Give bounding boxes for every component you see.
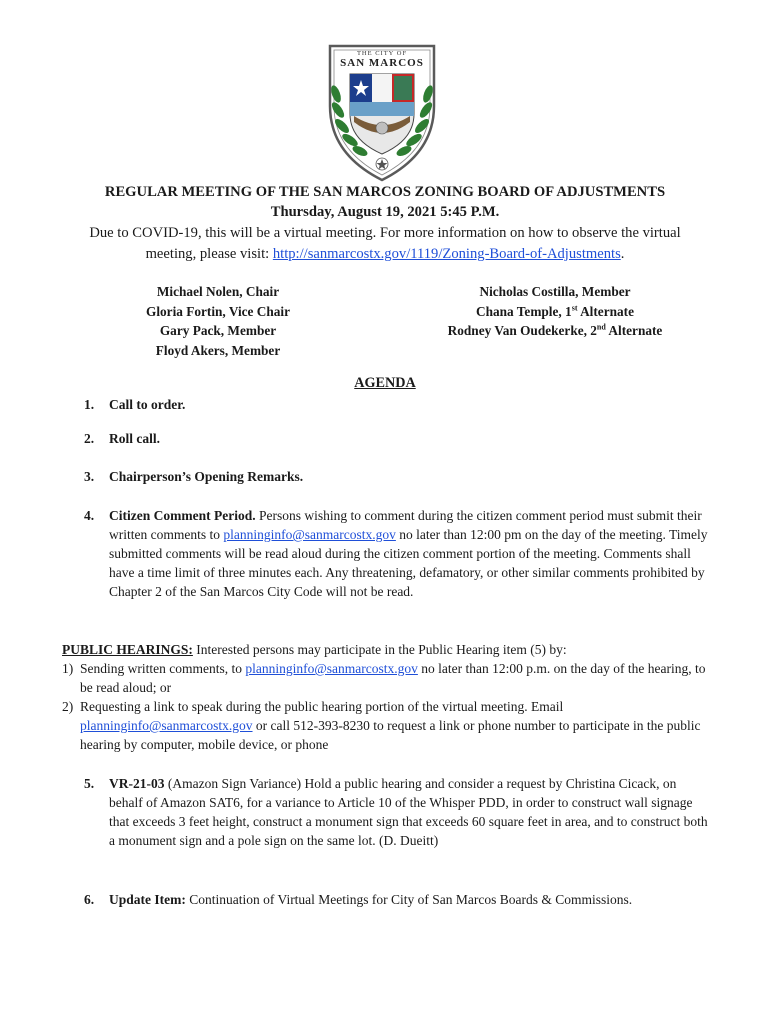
seal-top-text: THE CITY OF [356, 50, 408, 57]
public-hearings-section [62, 640, 712, 754]
member-name: Michael Nolen, Chair [156, 284, 280, 299]
meeting-header [0, 182, 770, 265]
agenda-item-4: 4. Citizen Comment Period. Persons wishing to comment during the citizen comment period must submit their written comments to planninginfo@sanmarcostx.gov no later than 12:00 pm on the day of the meeting. Timely submitted comments will be read aloud during the citizen comment portion of the meeting. Comments shall have a time limit of three minutes each. Any threatening, defamatory, or other similar comments prohibited by Chapter 2 of the San Marcos City Code will not be read. [84, 508, 708, 599]
agenda-item-2: 2. Roll call. [84, 431, 160, 446]
member-name: Nicholas Costilla, Member [479, 284, 631, 299]
board-members-right [425, 282, 685, 341]
member-name: Rodney Van Oudekerke, 2nd Alternate [447, 322, 663, 338]
virtual-meeting-notice [0, 223, 770, 265]
member-name: Chana Temple, 1st Alternate [476, 303, 634, 319]
member-name: Gloria Fortin, Vice Chair [145, 303, 291, 319]
agenda-heading: AGENDA [354, 375, 416, 391]
planning-email-link[interactable]: planninginfo@sanmarcostx.gov [245, 661, 418, 676]
participation-option-1: 1) Sending written comments, to planninginfo@sanmarcostx.gov no later than 12:00 p.m. on the day of the hearing, to be read aloud; or [62, 661, 706, 695]
agenda-item-5: 5. VR-21-03 (Amazon Sign Variance) Hold a public hearing and consider a request by Christina Cicack, on behalf of Amazon SAT6, for a variance to Article 10 of the Whisper PDD, in order to construct wall signage that exceeds 3 feet height, construct a monument sign that exceeds 60 square feet in area, and to construct both a monument sign and a pole sign on the same lot. (D. Dueitt) [84, 776, 708, 848]
notice-end: . [620, 246, 625, 262]
planning-email-link[interactable]: planninginfo@sanmarcostx.gov [223, 527, 396, 542]
meeting-date: Thursday, August 19, 2021 5:45 P.M. [270, 204, 500, 220]
member-name: Floyd Akers, Member [155, 342, 281, 358]
member-name: Gary Pack, Member [159, 323, 277, 338]
zoning-board-link[interactable]: http://sanmarcostx.gov/1119/Zoning-Board-of-Adjustments [272, 246, 621, 262]
meeting-title: REGULAR MEETING OF THE SAN MARCOS ZONING BOARD OF ADJUSTMENTS [104, 184, 666, 200]
agenda-item-1: 1. Call to order. [84, 397, 186, 412]
seal-name-text: SAN MARCOS [340, 57, 424, 69]
agenda-item-6: 6. Update Item: Continuation of Virtual Meetings for City of San Marcos Boards & Commissions. [84, 892, 633, 907]
board-members-left [118, 282, 318, 360]
agenda-item-3: 3. Chairperson’s Opening Remarks. [84, 469, 304, 484]
public-hearings-intro: PUBLIC HEARINGS: Interested persons may participate in the Public Hearing item (5) by: [62, 642, 567, 657]
notice-text: Due to COVID-19, this will be a virtual meeting. For more information on how to observe the virtual meeting, please visit: [89, 225, 681, 262]
participation-option-2: 2) Requesting a link to speak during the public hearing portion of the virtual meeting. Email planninginfo@sanmarcostx.gov or call 512-393-8230 to request a link or phone number to participate in the public hearing by computer, mobile device, or phone [62, 699, 701, 752]
planning-email-link[interactable]: planninginfo@sanmarcostx.gov [80, 718, 253, 733]
city-seal [322, 44, 442, 184]
